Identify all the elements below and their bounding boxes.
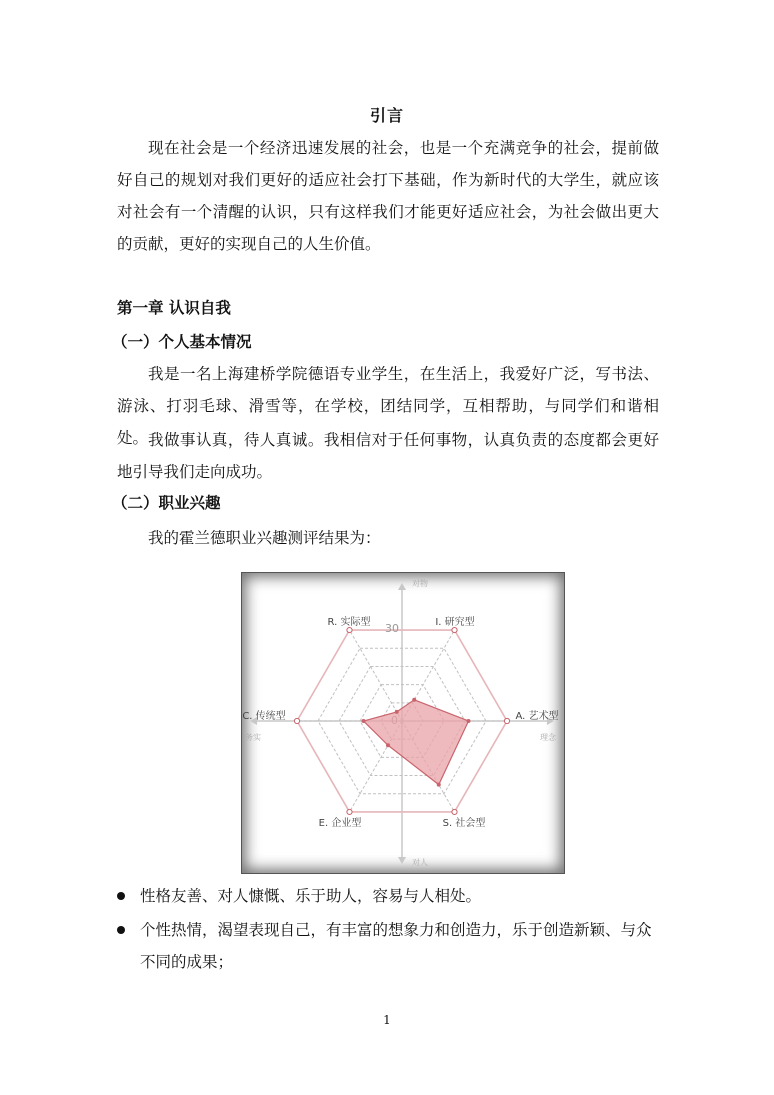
radar-data-point — [467, 719, 471, 723]
trait-bullet-list — [117, 880, 662, 980]
direction-label-bottom: 对人 — [412, 858, 428, 867]
radar-data-point — [362, 719, 366, 723]
bullet-text: 个性热情，渴望表现自己，有丰富的想象力和创造力，乐于创造新颖、与众不同的成果； — [140, 921, 652, 971]
radar-vertex-dot — [452, 627, 457, 632]
radar-axis-label: I. 研究型 — [435, 617, 475, 628]
page-title: 引言 — [369, 106, 404, 125]
bullet-item — [117, 880, 662, 912]
bullet-dot-icon — [117, 926, 125, 934]
section-heading-interest: （二）职业兴趣 — [112, 493, 221, 512]
radar-axis-label: C. 传统型 — [242, 711, 286, 722]
radar-axis-label: E. 企业型 — [318, 818, 362, 829]
direction-label-right: 理念 — [540, 733, 556, 742]
radar-vertex-dot — [452, 809, 457, 814]
radar-axis-label: S. 社会型 — [442, 818, 486, 829]
radar-spoke — [350, 630, 403, 721]
radar-data-point — [395, 710, 399, 714]
radar-vertex-dot — [347, 627, 352, 632]
paragraph-holland-result: 我的霍兰德职业兴趣测评结果为： — [148, 529, 381, 547]
radar-svg — [242, 573, 564, 873]
intro-paragraph: 现在社会是一个经济迅速发展的社会，也是一个充满竞争的社会，提前做好自己的规划对我们更好的适应社会打下基础，作为新时代的大学生，就应该对社会有一个清醒的认识，只有这样我们才能更好适应社会，为社会做出更大的贡献，更好的实现自己的人生价值。 — [117, 139, 659, 253]
radar-vertex-dot — [347, 809, 352, 814]
bullet-dot-icon — [117, 892, 125, 900]
holland-radar-chart — [241, 572, 565, 874]
axis-arrow-bottom-icon — [398, 857, 406, 864]
paragraph-hobbies: 我是一名上海建桥学院德语专业学生，在生活上，我爱好广泛，写书法、游泳、打羽毛球、滑雪等，在学校，团结同学，互相帮助，与同学们和谐相处。 — [117, 365, 659, 447]
radar-data-point — [437, 783, 441, 787]
page-number: 1 — [383, 1013, 391, 1027]
direction-label-left: 务实 — [245, 733, 261, 742]
radar-data-point — [386, 743, 390, 747]
bullet-item — [117, 914, 662, 978]
paragraph-attitude: 我做事认真，待人真诚。我相信对于任何事物，认真负责的态度都会更好地引导我们走向成功。 — [117, 431, 659, 481]
radar-axis-label: A. 艺术型 — [515, 711, 559, 722]
radar-axis-label: R. 实际型 — [327, 617, 371, 628]
section-heading-basic-info: （一）个人基本情况 — [112, 332, 252, 351]
radar-data-area — [364, 700, 469, 785]
radar-data-point — [412, 698, 416, 702]
direction-label-top: 对物 — [412, 579, 428, 588]
radar-vertex-dot — [504, 718, 509, 723]
bullet-text: 性格友善、对人慷慨、乐于助人，容易与人相处。 — [140, 887, 482, 905]
radar-vertex-dot — [294, 718, 299, 723]
chapter-title: 第一章 认识自我 — [117, 298, 231, 317]
axis-arrow-top-icon — [398, 583, 406, 590]
scale-label-max: 30 — [385, 622, 399, 635]
